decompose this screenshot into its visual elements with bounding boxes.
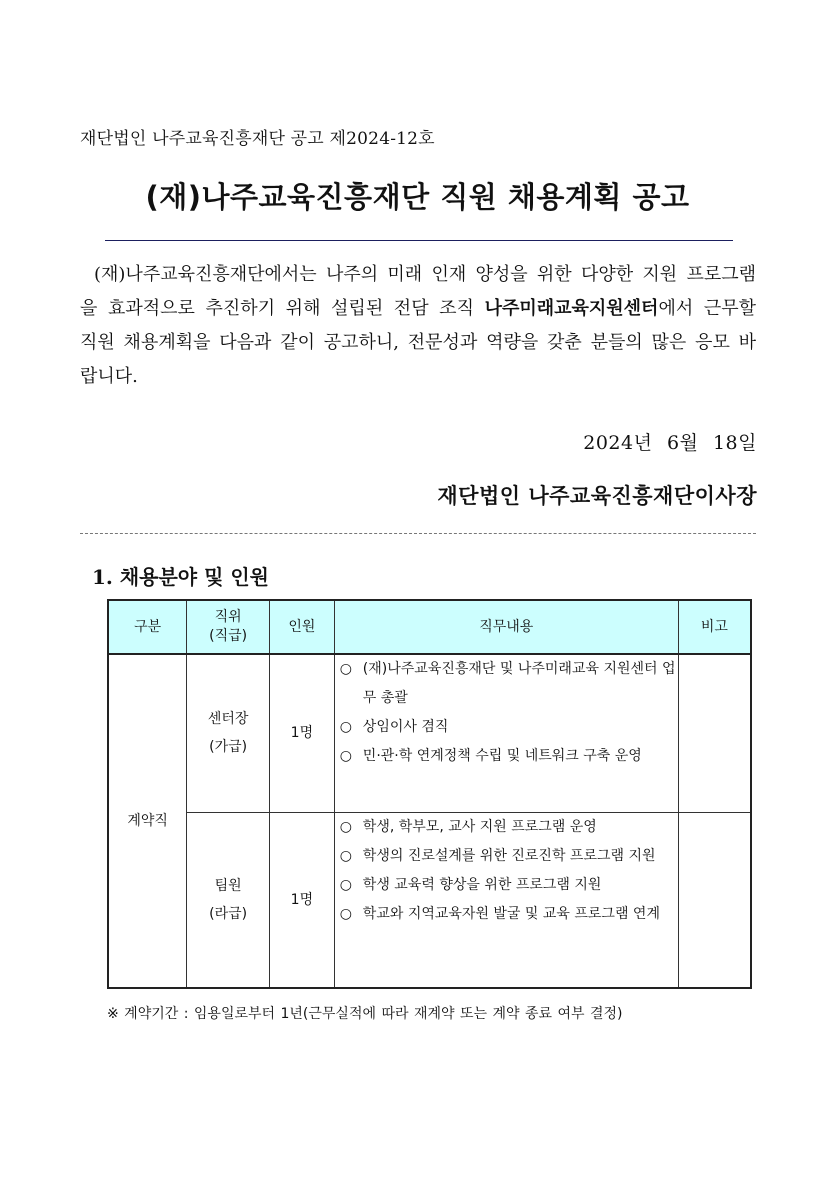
- header-position-line1: 직위: [214, 609, 242, 625]
- notice-number: 재단법인 나주교육진흥재단 공고 제2024-12호: [80, 129, 435, 149]
- remarks-cell: [678, 654, 751, 812]
- intro-text-part1: (재)나주교육진흥재단에서는 나주의 미래 인재 양성을 위한 다양한 지원 프로그램을 효과적으로 추진하기 위해 설립된 전담 조직: [80, 264, 756, 319]
- headcount-cell: 1명: [270, 654, 335, 812]
- position-cell: [187, 812, 270, 988]
- duty-item: [335, 655, 678, 713]
- position-title: 센터장: [207, 711, 249, 728]
- position-title: 팀원: [214, 877, 242, 894]
- page-title: (재)나주교육진흥재단 직원 채용계획 공고: [145, 180, 690, 214]
- table-header-row: [108, 600, 751, 654]
- intro-paragraph: [80, 258, 756, 394]
- header-position: [187, 600, 270, 654]
- title-underline: [105, 240, 733, 241]
- headcount-cell: 1명: [270, 812, 335, 988]
- duty-item: [335, 742, 678, 771]
- category-cell: 계약직: [108, 654, 187, 988]
- recruitment-table: [107, 599, 752, 989]
- duty-item: [335, 842, 678, 871]
- circle-bullet-icon: ○: [339, 748, 352, 764]
- duty-text: 학생 교육력 향상을 위한 프로그램 지원: [362, 876, 602, 893]
- duty-text: 상임이사 겸직: [362, 719, 449, 735]
- duty-text: 학생, 학부모, 교사 지원 프로그램 운영: [362, 818, 597, 835]
- remarks-cell: [678, 812, 751, 988]
- intro-org-name: 나주미래교육지원센터: [484, 298, 659, 319]
- issuer-name: 재단법인 나주교육진흥재단이사장: [437, 483, 757, 508]
- header-duties: 직무내용: [334, 600, 678, 654]
- position-grade: (라급): [209, 905, 248, 922]
- contract-period-note: ※ 계약기간 : 임용일로부터 1년(근무실적에 따라 재계약 또는 계약 종료 여부 결정): [107, 1006, 623, 1022]
- duties-cell: [334, 812, 678, 988]
- position-cell: [187, 654, 270, 812]
- circle-bullet-icon: ○: [339, 876, 352, 893]
- position-grade: (가급): [209, 739, 248, 756]
- header-category: 구분: [108, 600, 187, 654]
- duty-text: 민·관·학 연계정책 수립 및 네트워크 구축 운영: [362, 748, 642, 764]
- circle-bullet-icon: ○: [339, 847, 352, 864]
- duty-text: (재)나주교육진흥재단 및 나주미래교육 지원센터 업무 총괄: [362, 661, 676, 706]
- circle-bullet-icon: ○: [339, 905, 352, 922]
- header-remarks: 비고: [678, 600, 751, 654]
- duty-item: [335, 900, 678, 929]
- notice-date: 2024년 6월 18일: [583, 432, 757, 454]
- circle-bullet-icon: ○: [339, 661, 352, 677]
- table-row: [108, 654, 751, 812]
- section-title: 1. 채용분야 및 인원: [92, 565, 270, 589]
- duties-cell: [334, 654, 678, 812]
- intro-text-part2: 에서 근무할 직원 채용계획을 다음과 같이 공고하니, 전문성과 역량을 갖춘 분들의 많은 응모 바랍니다.: [80, 298, 756, 387]
- duty-text: 학교와 지역교육자원 발굴 및 교육 프로그램 연계: [362, 905, 660, 922]
- duty-item: [335, 713, 678, 742]
- duty-item: [335, 871, 678, 900]
- header-position-line2: (직급): [209, 628, 248, 644]
- table-row: [108, 812, 751, 988]
- header-headcount: 인원: [270, 600, 335, 654]
- duty-item: [335, 813, 678, 842]
- circle-bullet-icon: ○: [339, 818, 352, 835]
- dashed-divider: [80, 533, 756, 534]
- circle-bullet-icon: ○: [339, 719, 352, 735]
- duty-text: 학생의 진로설계를 위한 진로진학 프로그램 지원: [362, 847, 656, 864]
